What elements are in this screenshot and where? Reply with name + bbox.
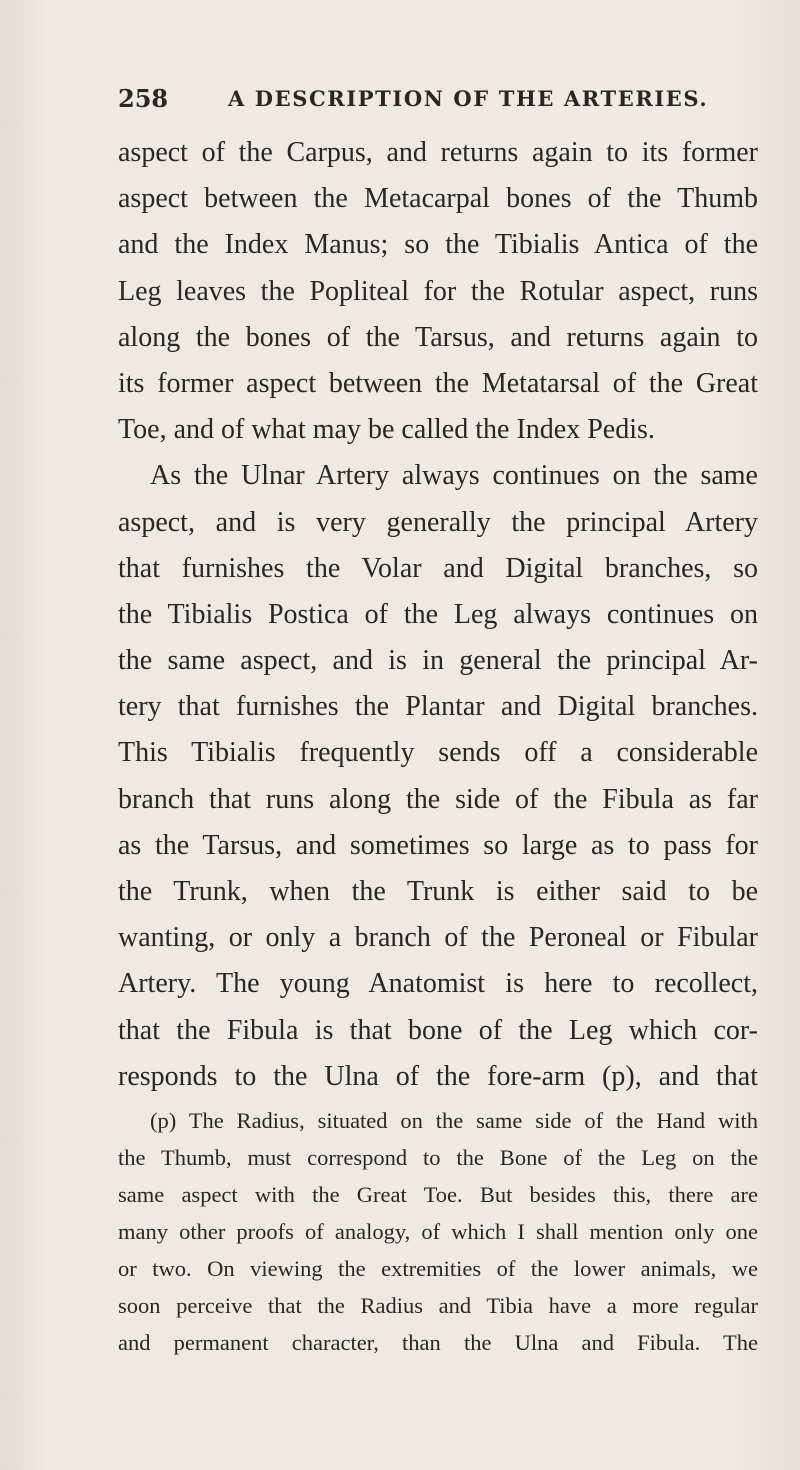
text-line: that the Fibula is that bone of the Leg which cor- [118, 1014, 758, 1046]
footnote-line: soon perceive that the Radius and Tibia have a more regular [118, 1293, 758, 1318]
body-text [118, 130, 758, 1100]
text-line: along the bones of the Tarsus, and returns again to [118, 321, 758, 353]
footnote [118, 1102, 758, 1361]
text-line: As the Ulnar Artery always continues on the same [150, 460, 758, 492]
text-line: Toe, and of what may be called the Index Pedis. [118, 414, 655, 446]
page-header [118, 84, 758, 124]
text-line: This Tibialis frequently sends off a considerable [118, 737, 758, 769]
page-number: 258 [118, 84, 169, 113]
footnote-line: the Thumb, must correspond to the Bone of the Leg on the [118, 1145, 758, 1170]
text-line: aspect of the Carpus, and returns again to its former [118, 137, 758, 168]
text-line: aspect between the Metacarpal bones of the Thumb [118, 183, 758, 215]
text-line: the Tibialis Postica of the Leg always continues on [118, 598, 758, 630]
text-line: branch that runs along the side of the Fibula as far [118, 783, 758, 815]
footnote-line: many other proofs of analogy, of which I shall mention only one [118, 1219, 758, 1244]
text-line: as the Tarsus, and sometimes so large as to pass for [118, 829, 758, 861]
footnote-line: same aspect with the Great Toe. But besides this, there are [118, 1182, 758, 1207]
running-title: A DESCRIPTION OF THE ARTERIES. [228, 86, 709, 111]
text-line: aspect, and is very generally the principal Artery [118, 506, 758, 538]
footnote-line: or two. On viewing the extremities of the lower animals, we [118, 1256, 758, 1281]
text-line: the Trunk, when the Trunk is either said to be [118, 876, 758, 907]
text-line: the same aspect, and is in general the principal Ar- [118, 645, 758, 677]
footnote-line: and permanent character, than the Ulna and Fibula. The [118, 1330, 758, 1355]
text-line: Leg leaves the Popliteal for the Rotular aspect, runs [118, 275, 758, 307]
text-line: that furnishes the Volar and Digital branches, so [118, 552, 758, 584]
text-line: its former aspect between the Metatarsal of the Great [118, 367, 758, 399]
footnote-line: (p) The Radius, situated on the same side of the Hand with [150, 1108, 758, 1133]
text-line: tery that furnishes the Plantar and Digital branches. [118, 691, 758, 723]
text-line: Artery. The young Anatomist is here to recollect, [118, 968, 758, 1000]
text-line: wanting, or only a branch of the Peroneal or Fibular [118, 922, 758, 954]
text-line: and the Index Manus; so the Tibialis Antica of the [118, 229, 758, 261]
text-line: responds to the Ulna of the fore-arm (p), and that [118, 1060, 758, 1092]
